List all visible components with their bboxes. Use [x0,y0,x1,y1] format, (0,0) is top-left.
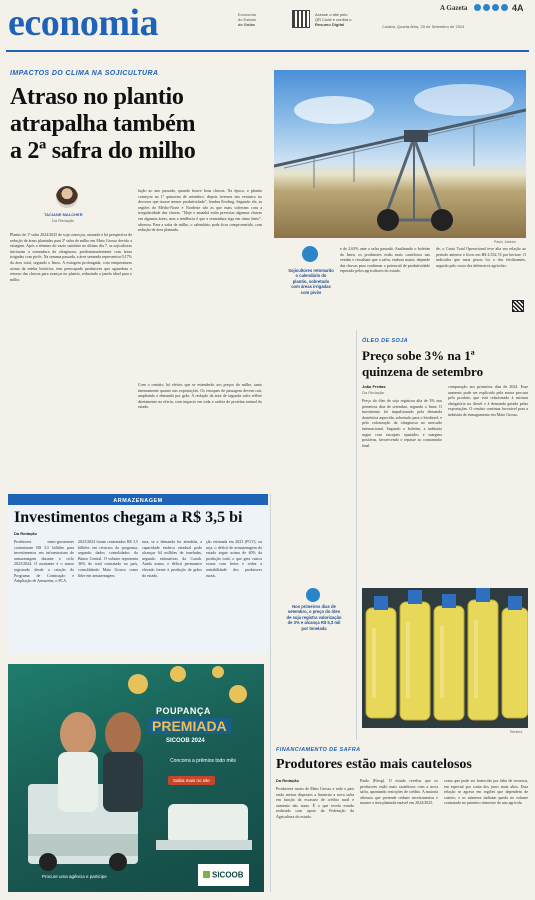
storage-headline: Investimentos chegam a R$ 3,5 bi [14,509,243,526]
lead-body-col4: e de 2,63% ante a safra passada. Analisando o boletim do Imea, os produtores estão mais cautelosos nas vendas e ressaltam que a safra, embora maior, depende das chuvas para confirmar o potencial de produtividade esperado pelos agricultores do estado. [340,246,430,274]
oil-photo-bottles [362,588,528,728]
instagram-icon[interactable] [474,4,481,11]
oil-body-col2: comparação aos primeiros dias de 2024. Esse aumento pode ser explicado pela maior procura pelo produto, que está relacionado à mistura obrigatória no diesel e à demanda gerada pelas exportações. O cenário continua favorável para a indústria de esmagamento em Mato Grosso. [448,384,528,417]
oil-author-role: Da Redação [362,390,385,395]
ad-brand-logo: SICOOB [198,864,249,886]
finance-author: Da Redação [276,778,299,783]
storage-body-col1: Produtores mato-grossenses contrataram R$ 3,5 bilhões para investimentos em infraestrutura de armazenagem durante o ciclo 2023/2024. O montante é o maior registrado desde a criação do Programa de Construção e Ampliação de Armazéns, o PCA. [14,539,74,584]
header-divider [6,50,529,52]
author-avatar [56,186,78,208]
finance-body-col1: Produtores rurais de Mato Grosso e todo o país estão menos dispostos a financiar a nova safra em função da escassez de crédito rural e aumento das taxas. É o que revela estudo realizado com apoio da Federação da Agricultura do estado. [276,786,354,819]
pivot-illustration [274,70,526,238]
author-role: Da Redação [52,218,75,223]
sicoob-logo-icon [203,871,210,878]
section-title: economia [8,2,159,44]
qr-small-icon[interactable] [512,300,524,312]
oil-author: João Freitas [362,384,386,389]
column-divider [356,330,357,740]
storage-author: Da Redação [14,531,37,536]
ad-cta-button[interactable]: Saiba mais no site [168,776,215,785]
oil-body-col1: Preço do óleo de soja registrou alta de 3% nos primeiros dias de setembro, segundo o Imea. O movimento foi impulsionado pela demanda doméstica aquecida, sobretudo para o biodiesel, e pela valorização da oleaginosa no mercado internacional. Segundo o boletim, a indústria segue com estoques ajustados e margens positivas, favorecendo o repasse ao consumidor final. [362,398,442,448]
lead-body-col1: Plantio de 1ª safra 2024/2025 de soja começou, atrasado e há perspectiva de redução de áreas plantadas para 2ª safra de milho em Mato Grosso devido a estiagem. Após o término do vazio sanitário no último dia 7, as sojicultoras iniciaram a semeadura da oleaginosa, predominantemente com áreas irrigadas com pivôs. Na semana passada, a área semeada representou 0,17% da área total, segundo o Imea. A estiagem prolongada, com temperaturas acima da média histórica, tem preocupado produtores que aguardam o retorno das chuvas para avançar no plantio, reduzindo a janela ideal para o milho. [10,232,132,282]
oil-kicker: ÓLEO DE SOJA [362,338,409,344]
finance-body-col3: como que pode ser fornecido por falta de recursos, em especial por conta dos juros mais altos. Essa relação se agrava em regiões que dependem de custeio, e os números indicam queda no volume contratado no primeiro trimestre do ano agrícola. [444,778,528,806]
ad-line3: SICOOB 2024 [166,738,205,744]
lead-photo-caption: Sojicultores retomarão o calendário do plantio, sobretudo com áreas irrigadas com pivôs [288,268,334,295]
dateline: Cuiabá, Quarta-feira, 25 de Setembro de 2024 [382,24,465,29]
section-subtitle: Economia do Estado de Goiás [238,12,257,27]
ad-line1: POUPANÇA [156,706,211,716]
lead-body-col3: Com o cenário, há efeitos que se estenderão aos preços do milho, tanto internamente quanto nas exportações. Os estoques de passagem devem cair, ampliando a demanda por grão. A redução da área de segunda safra reflete diretamente na oferta, com impacto em toda a cadeia de proteína animal do estado. [138,382,262,410]
author-name: TACIANE MALCHER [44,212,83,217]
storage-body-col3: tura, se a demanda for atendida, a capacidade estática estadual pode alcançar 64 milhões de toneladas, segundo estimativas da Conab. Ainda assim, o déficit permanece elevado frente à produção de grãos do estado. [142,539,202,578]
storage-body-col2: 2023/2024 foram contratados R$ 3,5 bilhões em recursos do programa, segundo dados consolidados do Banco Central. O volume representa 36% do total contratado no país, consolidando Mato Grosso como líder em armazenagem. [78,539,138,578]
column-divider [270,494,271,892]
qr-code-icon[interactable] [292,10,310,28]
finance-headline: Produtores estão mais cautelosos [276,757,472,772]
ad-blurb: Concorra a prêmios todo mês [170,758,236,764]
lead-photo-credit: Paulo Jubiraci [494,240,516,244]
lead-kicker: IMPACTOS DO CLIMA NA SOJICULTURA [10,70,159,77]
oil-headline: Preço sobe 3% na 1ª quinzena de setembro [362,348,484,379]
bottles-illustration [362,588,528,728]
qr-caption: Acesse o site pelo QR Code e confira o Resumo Digital [315,12,352,27]
storage-section [8,494,268,654]
lead-body-col2: lação ao ano passado, quando houve boas chuvas. Na época, o plantio começou na 1ª quinzena de setembro, depois tivemos um veranico no decorrer que trouxe menor produtividade", lembra Kveling. Segundo ele, as regiões do Médio-Norte e Nordeste são as que mais sofreram com a irregularidade das chuvas. "Hoje e amanhã estão previstas algumas chuvas em algumas áreas, mas a tendência é que a semeadura siga em ritmo lento", afirmou. Para a safra de milho, o calendário pode ficar comprometido, com redução de área plantada. [138,188,262,233]
page-header [0,0,535,52]
finance-kicker: FINANCIAMENTO DE SAFRA [276,747,361,753]
ad-line2: PREMIADA [148,718,231,734]
ad-illustration [8,664,264,892]
camera-icon-2 [306,588,320,602]
web-icon[interactable] [501,4,508,11]
lead-body-col5: de, o Custo Total Operacional teve alta em relação ao período anterior e ficou em R$ 4.552,74 por hectare. O indicador que mais pesou foi o dos fertilizantes, seguido pelo custo dos defensivos agrícolas. [436,246,526,268]
page-number: 4A [512,3,524,13]
lead-photo-irrigation [274,70,526,238]
camera-icon [302,246,318,262]
lead-headline: Atraso no plantio atrapalha também a 2ª safra do milho [10,84,196,164]
oil-photo-credit: Reuters [510,730,523,734]
oil-photo-caption: Nos primeiros dias de setembro, o preço do óleo de soja registra valorização de 3% e alcança R$ 5,3 mil por tonelada [286,604,342,631]
brand-logo: A Gazeta [440,4,468,12]
facebook-icon[interactable] [483,4,490,11]
ad-footnote: Procure uma agência e participe [42,874,107,879]
sicoob-advertisement[interactable] [8,664,264,892]
twitter-icon[interactable] [492,4,499,11]
finance-body-col2: Paulo (Fiesp). O estudo revelou que os produtores estão mais cautelosos com a nova safra, apontando restrições de crédito. A maioria afirmou que pretende reduzir investimentos e manter a área plantada estável em 2024/2025. [360,778,438,806]
storage-tag: ARMAZENAGEM [8,497,268,505]
storage-body-col4: ção estimada em 2023 (FGV), ou seja, o déficit de armazenagem do estado segue acima de 40% da produção total, o que gera custos extras com fretes e reduz a rentabilidade dos produtores rurais. [206,539,262,578]
social-icons [474,4,510,12]
